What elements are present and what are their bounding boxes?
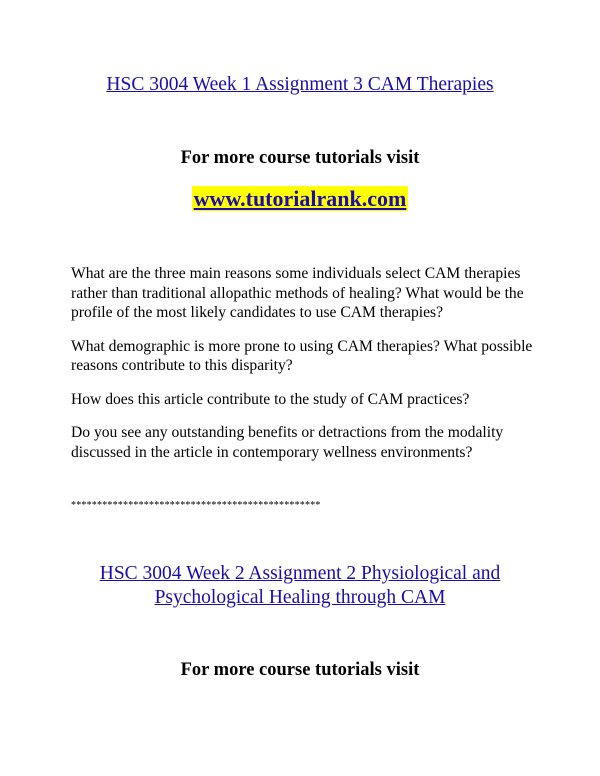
question-paragraph: How does this article contribute to the study of CAM practices?	[71, 390, 470, 408]
assignment-title-link[interactable]: HSC 3004 Week 1 Assignment 3 CAM Therapies	[106, 74, 494, 95]
assignment-title-link-2[interactable]	[0, 562, 600, 610]
question-paragraph: What are the three main reasons some individuals select CAM therapies rather than traditional allopathic methods of healing? What would be the profile of the most likely candidates to use CAM therapies?	[71, 265, 524, 321]
promo-text: For more course tutorials visit	[180, 148, 420, 168]
promo-text-2: For more course tutorials visit	[180, 660, 420, 680]
assignment-title-line: HSC 3004 Week 2 Assignment 2 Physiological and	[99, 563, 501, 584]
question-paragraph: What demographic is more prone to using CAM therapies? What possible reasons contribute to this disparity?	[71, 337, 533, 374]
assignment-title-line: Psychological Healing through CAM	[154, 587, 446, 608]
question-paragraph: Do you see any outstanding benefits or detractions from the modality discussed in the article in contemporary wellness environments?	[71, 424, 504, 461]
asterisk-separator: ************************************************	[71, 500, 321, 511]
site-link-container	[0, 186, 600, 212]
question-list	[71, 264, 541, 476]
tutorialrank-link[interactable]: www.tutorialrank.com	[193, 186, 407, 211]
